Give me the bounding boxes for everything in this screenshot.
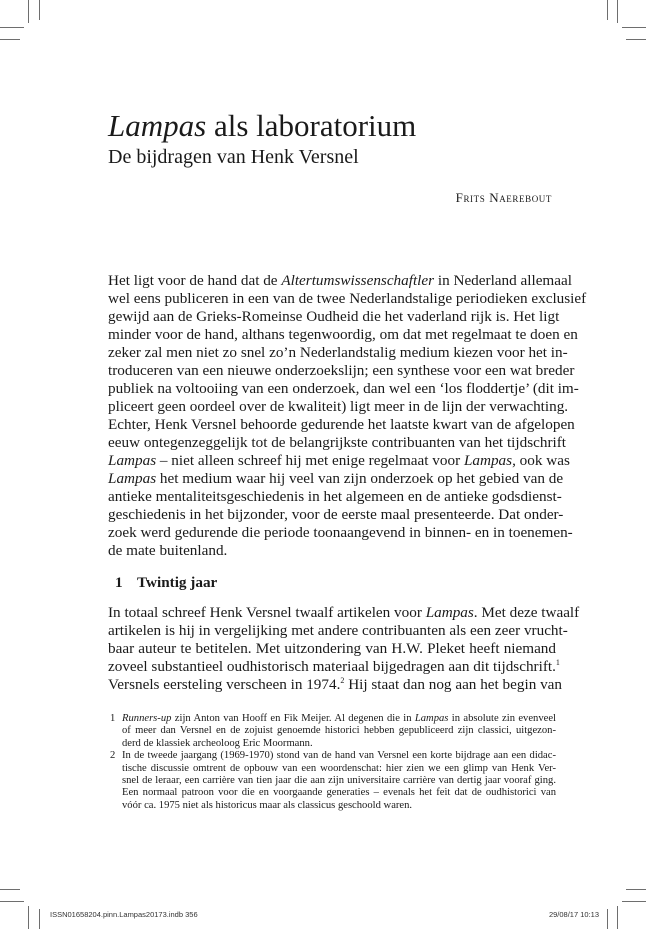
text-run: zoveel substantieel oudhistorisch materiaal bijgedragen aan dit tijdschrift. <box>108 658 556 675</box>
text-run: Een normaal patroon voor die en voorgaande generaties – evenals het feit dat de oudhistorici van <box>122 787 556 799</box>
article-subtitle: De bijdragen van Henk Versnel <box>108 146 359 168</box>
italic-text: Lampas <box>425 604 474 621</box>
text-line <box>108 380 579 398</box>
text-run: antieke mentaliteitsgeschiedenis in het algemeen en de antieke godsdienst- <box>108 488 562 505</box>
text-run: de mate buitenland. <box>108 542 228 559</box>
crop-mark <box>607 0 608 20</box>
text-run: troduceren van een nieuwe onderzoekslijn; een synthese voor een wat breder <box>108 362 575 379</box>
section-paragraph <box>108 604 580 694</box>
text-run: of meer dan Versnel en de zojuist genoemde historici hebben gepubliceerd zijn classici, uitgezon- <box>122 725 556 737</box>
crop-mark <box>617 0 618 23</box>
footnotes <box>108 713 556 812</box>
text-run: Versnels eersteling verscheen in 1974. <box>108 676 341 693</box>
text-line <box>122 738 556 750</box>
text-run: geschiedenis in het bijzonder, voor de eerste maal presenteerde. Dat onder- <box>108 506 564 523</box>
crop-mark <box>28 0 29 23</box>
text-run: , ook was <box>512 452 570 469</box>
italic-text: Lampas <box>414 713 449 724</box>
text-run: het medium waar hij veel van zijn onderzoek op het gebied van de <box>156 470 564 487</box>
footnote-ref[interactable]: 1 <box>555 657 560 667</box>
crop-mark <box>617 906 618 929</box>
text-run: Hij staat dan nog aan het begin van <box>344 676 563 693</box>
section-title: Twintig jaar <box>137 574 218 591</box>
italic-text: Altertumswissenschaftler <box>281 272 435 289</box>
text-run: pliceert geen oordeel over de kwaliteit) ligt meer in de lijn der verwachting. <box>108 398 569 415</box>
text-run: zijn Anton van Hooff en Fik Meijer. Al degenen die in <box>171 713 415 724</box>
italic-text: Lampas <box>108 452 157 469</box>
text-line <box>108 506 564 524</box>
text-run: – niet alleen schreef hij met enige regelmaat voor <box>156 452 464 469</box>
text-run: tische discussie omtrent de opbouw van een woordenschat: hier zien we een glimp van Henk Ver- <box>122 762 556 774</box>
title-italic: Lampas <box>108 108 207 143</box>
text-line <box>122 775 556 787</box>
text-line <box>108 488 562 506</box>
text-run: . Met deze twaalf <box>473 604 580 621</box>
text-line <box>108 524 573 542</box>
italic-text: Lampas <box>463 452 513 469</box>
text-line <box>108 362 575 380</box>
author-name: Frits Naerebout <box>455 190 552 205</box>
text-line <box>108 416 575 434</box>
text-run: zoek werd gedurende die periode toonaangevend in binnen- en in toenemen- <box>108 524 573 541</box>
crop-mark <box>0 901 24 902</box>
text-run: minder voor de hand, althans tegenwoordig, om dat met regelmaat te doen en <box>108 326 578 343</box>
text-line <box>108 272 572 290</box>
text-run: wel eens publiceren in een van de twee Nederlandstalige periodieken exclusief <box>108 290 587 307</box>
text-run: in absolute zin evenveel <box>448 713 556 724</box>
text-line <box>122 725 556 737</box>
crop-mark <box>0 39 20 40</box>
text-line <box>122 800 556 812</box>
text-run: snel de leraar, een carrière van tien jaar die aan zijn universitaire carrière van dertig jaar vooraf ging. <box>122 774 556 786</box>
italic-text: Runners-up <box>122 713 172 724</box>
text-line <box>108 344 568 362</box>
footnote <box>108 750 556 812</box>
text-line <box>122 713 556 725</box>
text-line <box>108 622 568 640</box>
text-run: vóór ca. 1975 niet als historicus maar als classicus geschoold waren. <box>122 799 413 811</box>
text-line <box>108 640 556 658</box>
text-line <box>108 398 569 416</box>
footnote-ref[interactable]: 2 <box>340 675 345 685</box>
section-number: 1 <box>115 574 123 591</box>
text-run: in Nederland allemaal <box>434 272 572 289</box>
text-line <box>108 604 580 622</box>
crop-mark <box>622 27 646 28</box>
text-run: eeuw ontegenzeggelijk tot de belangrijkste contribuanten van het tijdschrift <box>108 434 567 451</box>
text-run: derd de klassiek archeoloog Eric Moormann. <box>122 737 313 749</box>
text-run: artikelen is hij in vergelijking met andere contribuanten als een zeer vrucht- <box>108 622 568 639</box>
text-run: gewijd aan de Grieks-Romeinse Oudheid die het vaderland rijk is. Het ligt <box>108 308 560 325</box>
text-line <box>108 434 567 452</box>
crop-mark <box>0 27 24 28</box>
crop-mark <box>39 909 40 929</box>
footnote-number: 2 <box>110 750 116 762</box>
crop-mark <box>626 889 646 890</box>
text-line <box>122 787 556 799</box>
footnote <box>108 713 556 750</box>
text-line <box>108 542 556 560</box>
section-heading <box>108 574 556 592</box>
article-title <box>108 108 556 144</box>
text-line <box>122 763 556 775</box>
crop-mark <box>607 909 608 929</box>
text-run: publiek na voltooiing van een onderzoek, dan wel een ‘los floddertje’ (dit im- <box>108 380 579 397</box>
italic-text: Lampas <box>108 470 157 487</box>
crop-mark <box>626 39 646 40</box>
text-run: baar auteur te betitelen. Met uitzondering van H.W. Pleket heeft niemand <box>108 640 556 657</box>
crop-mark <box>28 906 29 929</box>
print-slug-file: ISSN01658204.pinn.Lampas20173.indb 356 <box>50 910 198 919</box>
text-line <box>108 326 578 344</box>
text-line <box>108 290 587 308</box>
text-run: zeker zal men niet zo snel zo’n Nederlandstalig medium kiezen voor het in- <box>108 344 568 361</box>
text-run: In totaal schreef Henk Versnel twaalf artikelen voor <box>108 604 426 621</box>
footnote-number: 1 <box>110 713 116 724</box>
crop-mark <box>39 0 40 20</box>
print-slug-datetime: 29/08/17 10:13 <box>548 910 599 919</box>
text-line <box>122 750 556 762</box>
text-line <box>108 675 563 694</box>
crop-mark <box>622 901 646 902</box>
text-run: Het ligt voor de hand dat de <box>108 272 282 289</box>
text-run: In de tweede jaargang (1969-1970) stond van de hand van Versnel een korte bijdrage aan een didac- <box>122 750 556 762</box>
text-run: Echter, Henk Versnel behoorde gedurende het laatste kwart van de afgelopen <box>108 416 575 433</box>
text-line <box>108 308 560 326</box>
intro-paragraph <box>108 272 587 560</box>
text-line <box>108 452 570 470</box>
crop-mark <box>0 889 20 890</box>
title-rest: als laboratorium <box>206 108 417 143</box>
text-line <box>108 657 560 676</box>
text-line <box>108 470 564 488</box>
